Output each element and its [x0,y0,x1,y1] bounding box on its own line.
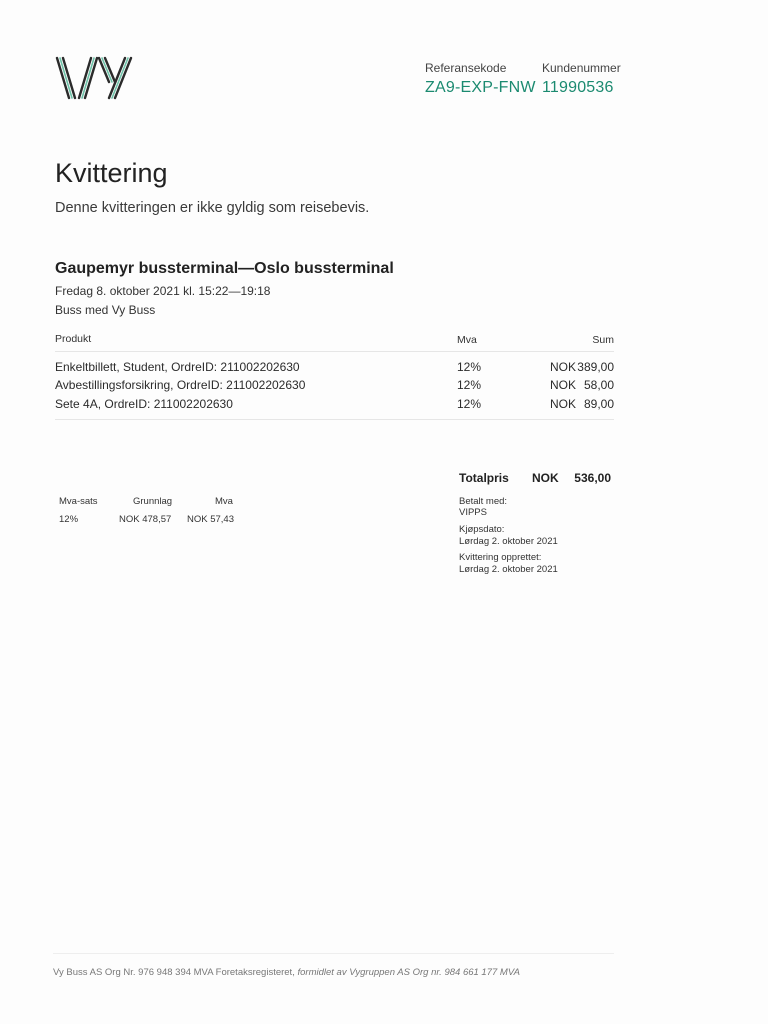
product-name: Enkeltbillett, Student, OrdreID: 211002202630 [55,360,300,374]
total-currency: NOK [532,471,559,485]
product-amount: 89,00 [583,397,614,411]
product-amount: 58,00 [583,378,614,392]
customer-number-label: Kundenummer [542,61,621,75]
paid-with-value: VIPPS [459,507,487,518]
product-currency: NOK [550,397,577,411]
vat-amount-value: NOK 57,43 [187,514,234,525]
footer-divider [53,953,614,954]
trip-carrier: Buss med Vy Buss [55,303,156,317]
product-name: Avbestillingsforsikring, OrdreID: 211002202630 [55,378,306,392]
product-amount: 389,00 [577,360,614,374]
product-column-header: Produkt [55,333,92,345]
trip-date: Fredag 8. oktober 2021 kl. 15:22—19:18 [55,284,271,298]
product-vat: 12% [457,360,482,374]
vat-amount-header: Mva [215,496,233,507]
purchase-date-label: Kjøpsdato: [459,524,505,535]
footer-text [53,967,520,978]
receipt-title: Kvittering [55,158,168,188]
vat-rate-value: 12% [59,514,79,525]
table-divider [55,351,614,352]
total-amount: 536,00 [574,471,611,485]
product-currency: NOK [550,378,577,392]
vat-rate-header: Mva-sats [59,496,98,507]
receipt-created-label: Kvittering opprettet: [459,552,542,563]
customer-number-value: 11990536 [542,79,614,96]
receipt-subtitle: Denne kvitteringen er ikke gyldig som reisebevis. [55,200,370,216]
vy-logo [55,56,135,100]
vat-base-value: NOK 478,57 [119,514,172,525]
vat-column-header: Mva [457,334,477,346]
footer-company: Vy Buss AS Org Nr. 976 948 394 MVA Foretaksregisteret, [53,967,295,978]
total-label: Totalpris [459,471,509,485]
trip-route: Gaupemyr bussterminal—Oslo bussterminal [55,260,394,277]
product-name: Sete 4A, OrdreID: 211002202630 [55,397,233,411]
reference-code-value: ZA9-EXP-FNW [425,79,536,96]
product-currency: NOK [550,360,577,374]
product-vat: 12% [457,378,482,392]
paid-with-label: Betalt med: [459,496,508,507]
reference-code-label: Referansekode [425,61,507,75]
product-vat: 12% [457,397,482,411]
receipt-created-value: Lørdag 2. oktober 2021 [459,564,558,575]
vat-base-header: Grunnlag [133,496,173,507]
footer-intermediary: formidlet av Vygruppen AS Org nr. 984 661 177 MVA [297,967,520,978]
sum-column-header: Sum [592,334,614,346]
table-divider [55,419,614,420]
purchase-date-value: Lørdag 2. oktober 2021 [459,536,558,547]
